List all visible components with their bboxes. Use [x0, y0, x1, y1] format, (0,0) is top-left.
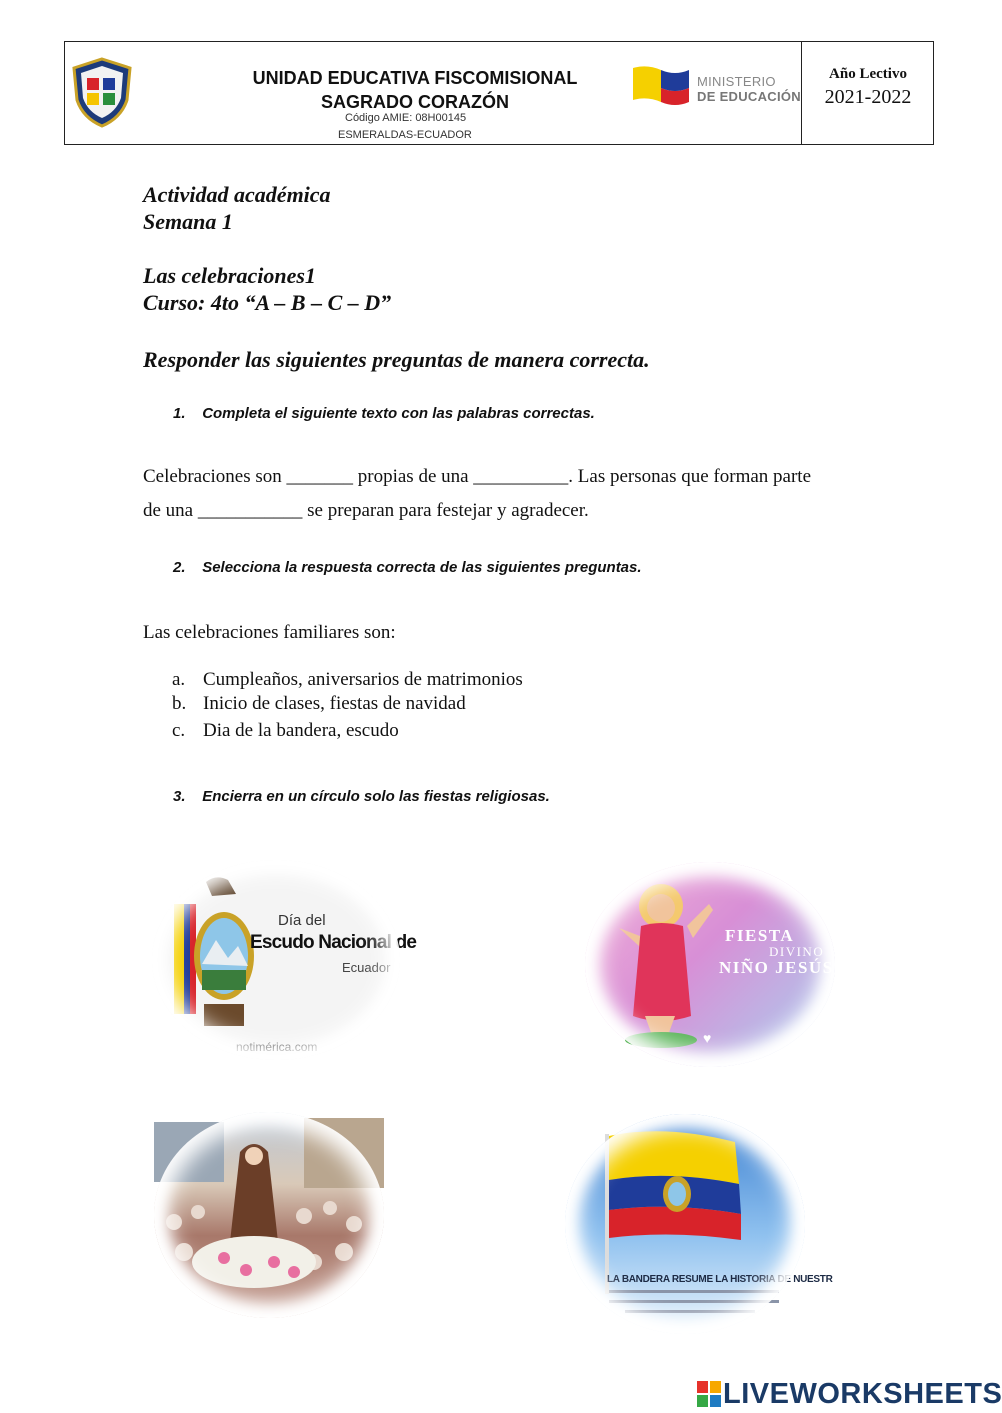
bandera-caption: LA BANDERA RESUME LA HISTORIA DE NUESTR: [607, 1274, 833, 1285]
q3-title: [173, 788, 550, 805]
photo-escudo[interactable]: [152, 860, 417, 1060]
q1-text: Completa el siguiente texto con las palabras correctas.: [202, 405, 595, 422]
q2-option-a[interactable]: [172, 668, 523, 692]
nino-line1: FIESTA: [725, 926, 795, 945]
q2-number: 2.: [173, 559, 186, 576]
escudo-line2: Escudo Nacional de: [250, 932, 417, 953]
caption-text-line: [609, 1300, 779, 1303]
q1-line1: Celebraciones son _______ propias de una __________. Las personas que forman parte: [143, 466, 811, 487]
main-instruction: Responder las siguientes preguntas de manera correcta.: [143, 347, 650, 372]
q3-number: 3.: [173, 788, 186, 805]
activity-line2: Semana 1: [143, 209, 233, 234]
q1-line2: de una ___________ se preparan para festejar y agradecer.: [143, 500, 589, 521]
liveworksheets-brand[interactable]: LIVEWORKSHEETS: [723, 1378, 1002, 1410]
option-letter: c.: [172, 720, 186, 741]
q1-fill-text: [143, 460, 811, 528]
ministerio-label: [697, 74, 801, 104]
location-text: ESMERALDAS-ECUADOR: [338, 129, 472, 141]
q2-question: Las celebraciones familiares son:: [143, 622, 396, 643]
option-letter: b.: [172, 693, 187, 714]
course-label: Curso: 4to “A – B – C – D”: [143, 290, 392, 315]
ministerio-line2: DE EDUCACIÓN: [697, 89, 801, 104]
caption-text-line: [609, 1290, 779, 1293]
ministerio-flag-icon: [631, 62, 693, 112]
photo-procession[interactable]: [154, 1112, 384, 1318]
option-text: Cumpleaños, aniversarios de matrimonios: [203, 669, 523, 690]
q2-title: [173, 559, 642, 576]
procession-crowd-icon: [154, 1112, 384, 1318]
escudo-line3: Ecuador: [342, 960, 391, 975]
school-name: [225, 66, 605, 114]
q2-options: [172, 668, 523, 743]
photo-nino-jesus[interactable]: [585, 862, 835, 1067]
q3-text: Encierra en un círculo solo las fiestas religiosas.: [202, 788, 550, 805]
activity-line1: Actividad académica: [143, 182, 331, 207]
school-name-line1: UNIDAD EDUCATIVA FISCOMISIONAL: [252, 68, 578, 88]
liveworksheets-logo-icon: [697, 1381, 721, 1407]
heart-icon: ♥: [703, 1032, 712, 1047]
school-shield-icon: [69, 56, 135, 128]
amie-code: Código AMIE: 08H00145: [345, 112, 467, 124]
caption-text-line: [625, 1310, 755, 1313]
year-label: Año Lectivo: [829, 66, 907, 82]
activity-title: [143, 181, 331, 235]
option-letter: a.: [172, 669, 186, 690]
year-value: 2021-2022: [824, 86, 912, 108]
q2-option-c[interactable]: [172, 719, 523, 743]
school-name-line2: SAGRADO CORAZÓN: [321, 92, 509, 112]
option-text: Inicio de clases, fiestas de navidad: [203, 693, 466, 714]
option-text: Dia de la bandera, escudo: [203, 720, 399, 741]
q2-option-b[interactable]: [172, 692, 523, 716]
escudo-source: notimérica.com: [236, 1040, 318, 1054]
ministerio-line1: MINISTERIO: [697, 74, 776, 89]
coat-of-arms-icon: [166, 874, 266, 1044]
document-header: [64, 41, 934, 145]
escudo-line1: Día del: [278, 912, 326, 929]
q1-title: [173, 405, 595, 422]
nino-line2: DIVINO: [769, 944, 825, 959]
topic-block: [143, 262, 391, 316]
q1-number: 1.: [173, 405, 186, 422]
topic-title: Las celebraciones1: [143, 263, 316, 288]
q2-text: Selecciona la respuesta correcta de las siguientes preguntas.: [202, 559, 642, 576]
nino-line3: NIÑO JESÚS: [719, 958, 834, 977]
nino-jesus-figure-icon: [609, 876, 719, 1051]
photo-bandera[interactable]: [565, 1114, 833, 1334]
